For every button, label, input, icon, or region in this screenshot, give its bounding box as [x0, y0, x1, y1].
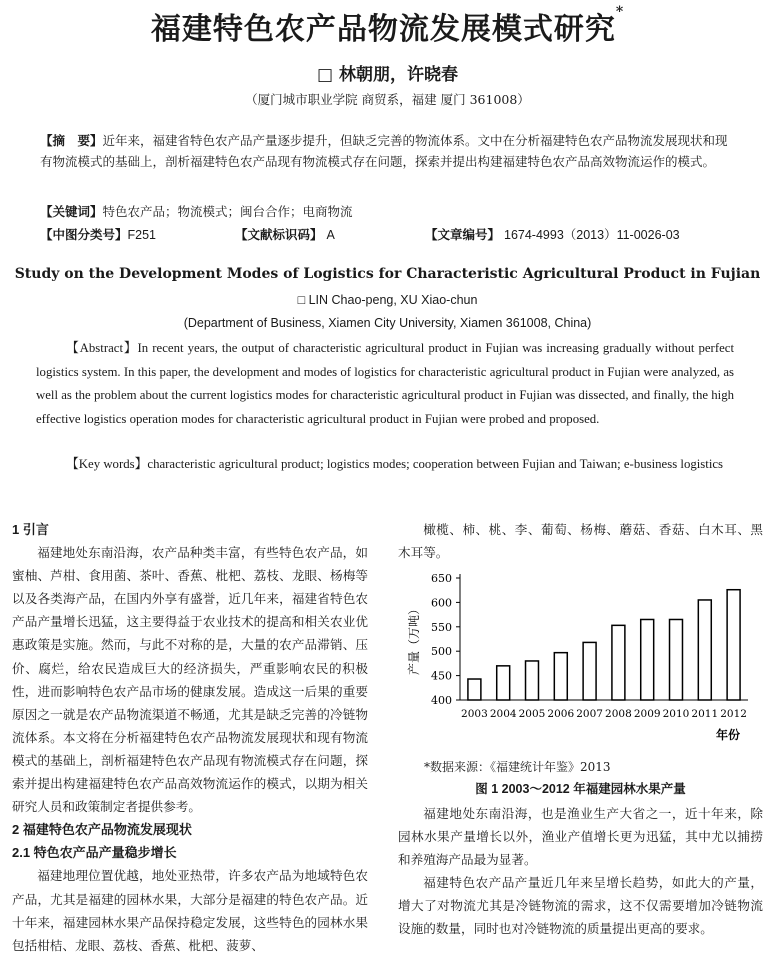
- paragraph-output: 福建地理位置优越，地处亚热带，许多农产品为地域特色农产品，尤其是福建的园林水果，大部分是福建的特色农产品。近十年来，福建园林水果产品保持稳定发展，这些特色的园林水果包括柑桔、龙眼、荔枝、香蕉、枇杷、菠萝、: [12, 868, 368, 953]
- y-tick-label: 500: [431, 645, 452, 659]
- y-tick-label: 600: [431, 596, 452, 610]
- fruit-output-bar-chart: [398, 566, 763, 746]
- section-heading-status: 2 福建特色农产品物流发展现状: [12, 822, 192, 838]
- bar-2005: [526, 661, 539, 700]
- y-axis-label: 产量（万吨）: [407, 602, 421, 676]
- english-affiliation: (Department of Business, Xiamen City University, Xiamen 361008, China): [183, 316, 592, 330]
- abstract-cn: 【摘 要】近年来，福建省特色农产品产量逐步提升，但缺乏完善的物流体系。文中在分析福建特色农产品物流发展现状和现有物流模式的基础上，剖析福建特色农产品现有物流模式存在问题，探索并提出构建福建特色农产品高效物流运作的模式。: [40, 133, 728, 169]
- y-tick-label: 400: [431, 694, 452, 707]
- bar-2006: [554, 653, 567, 700]
- x-tick-label: 2012: [720, 708, 747, 720]
- y-tick-label: 450: [431, 669, 452, 683]
- x-tick-label: 2004: [489, 708, 517, 720]
- x-tick-label: 2007: [576, 708, 603, 720]
- x-tick-label: 2006: [547, 708, 575, 720]
- paragraph-demand: 福建特色农产品产量近几年来呈增长趋势，如此大的产量，增大了对物流尤其是冷链物流的需求，这不仅需要增加冷链物流设施的数量，同时也对冷链物流的质量提出更高的要求。: [398, 875, 763, 937]
- x-tick-label: 2011: [691, 708, 719, 720]
- english-title: Study on the Development Modes of Logistics for Characteristic Agricultural Product in Fujian: [14, 266, 761, 282]
- bar-2011: [698, 600, 711, 700]
- figure-source-note: *数据来源：《福建统计年鉴》2013: [424, 760, 611, 774]
- bar-2010: [670, 619, 683, 700]
- section-heading-intro: 1 引言: [12, 522, 49, 537]
- bar-2007: [583, 642, 596, 700]
- x-tick-label: 2005: [518, 708, 546, 720]
- y-tick-label: 650: [431, 572, 452, 585]
- bar-2003: [468, 679, 481, 700]
- x-tick-label: 2003: [461, 708, 488, 720]
- left-column: [12, 518, 368, 957]
- classification-line: 【中图分类号】F251 【文献标识码】 A 【文章编号】 1674-4993（2013）11-0026-03: [40, 227, 680, 242]
- authors: □ 林朝朋，许晓春: [317, 65, 458, 85]
- english-abstract: 【Abstract】In recent years, the output of characteristic agricultural product in Fujian was increasing gradually without perfect logistics system. In this paper, the development and modes of logistics for characteristic agricultural product in Fujian were analyzed, as well as the problem about the current logistics modes for characteristic agricultural product in Fujian was dissected, and finally, the high effective logistics operation modes for characteristic agricultural product in Fujian were probed and proposed.: [36, 341, 734, 426]
- y-tick-label: 550: [431, 620, 452, 634]
- english-keywords: 【Key words】characteristic agricultural product; logistics modes; cooperation between Fujian and Taiwan; e-business logistics: [66, 457, 724, 471]
- bar-2012: [727, 590, 740, 700]
- paragraph-fishery: 福建地处东南沿海，也是渔业生产大省之一，近十年来，除园林水果产量增长以外，渔业产值增长更为迅猛，其中尤以捕捞和养殖海产品最为显著。: [398, 806, 763, 868]
- x-tick-label: 2009: [633, 708, 661, 720]
- paragraph-intro: 福建地处东南沿海，农产品种类丰富，有些特色农产品，如蜜柚、芦柑、食用菌、茶叶、香蕉、枇杷、荔枝、龙眼、杨梅等以及各类海产品，在国内外享有盛誉，近几年来，福建省特色农产品产量增长迅猛，这主要得益于农业技术的提高和相关农业优惠政策是实施。然而，与此不对称的是，大量的农产品滞销、压价、腐烂，给农民造成巨大的经济损失，严重影响农民的积极性，进而影响特色农产品市场的健康发展。造成这一后果的重要原因之一就是农产品物流渠道不畅通，尤其是缺乏完善的冷链物流体系。本文将在分析福建特色农产品物流发展现状和现有物流模式的基础上，剖析福建特色农产品现有物流模式存在问题，探索并提出构建福建特色农产品高效物流运作的模式，以期为相关研究人员和政策制定者提供参考。: [12, 545, 368, 815]
- keywords-cn: 【关键词】特色农产品；物流模式；闽台合作；电商物流: [40, 204, 353, 219]
- english-authors: □ LIN Chao-peng, XU Xiao-chun: [297, 293, 478, 307]
- bar-2008: [612, 625, 625, 700]
- paragraph-fruits: 橄榄、柿、桃、李、葡萄、杨梅、蘑菇、香菇、白木耳、黑木耳等。: [398, 522, 763, 561]
- x-axis-label: 年份: [715, 728, 741, 742]
- x-tick-label: 2008: [605, 708, 632, 720]
- bar-2004: [497, 666, 510, 700]
- x-tick-label: 2010: [662, 708, 690, 720]
- right-column-top: [398, 518, 763, 564]
- subsection-heading-output: 2.1 特色农产品产量稳步增长: [12, 845, 177, 861]
- paper-title: 福建特色农产品物流发展模式研究*: [150, 4, 625, 47]
- bar-2009: [641, 619, 654, 700]
- affiliation: （厦门城市职业学院 商贸系，福建 厦门 361008）: [245, 92, 530, 107]
- right-column-bottom: [398, 802, 763, 941]
- figure-caption: 图 1 2003～2012 年福建园林水果产量: [475, 782, 686, 796]
